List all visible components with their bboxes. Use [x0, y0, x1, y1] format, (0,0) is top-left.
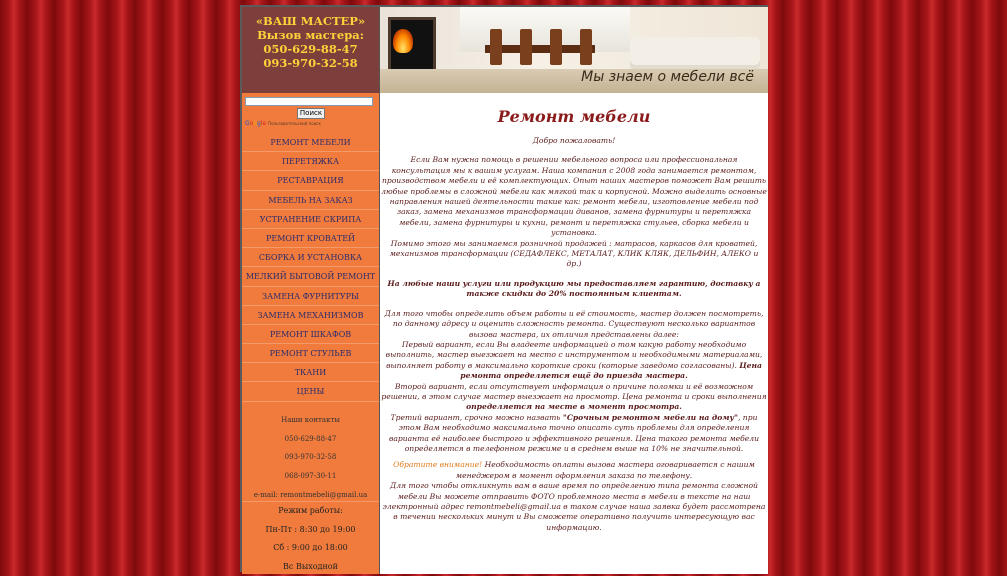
- attention-text: Необходимость оплаты вызова мастера оговаривается с нашим менеджером в момент оформления заказа по телефону.: [456, 460, 755, 479]
- menu-item-reupholstery[interactable]: ПЕРЕТЯЖКА: [242, 152, 379, 171]
- option-2-text: Второй вариант, если отсутствует информация о причине поломки и её возможном решении, в этом случае мастер выезжает на просмотр. Цена ремонта и сроки выполнения: [381, 382, 766, 401]
- option-3-highlight: "Срочным ремонтом мебели на дому": [563, 413, 738, 422]
- menu-item-fabrics[interactable]: ТКАНИ: [242, 363, 379, 382]
- call-options-paragraph: Для того чтобы определить объем работы и её стоимость, мастер должен посмотреть, по данному адресу и оценить сложность ремонта. Существуют несколько вариантов вызова мастера, их отличия представлены далее:: [381, 309, 767, 340]
- search-button[interactable]: Поиск: [297, 108, 325, 119]
- welcome-text: Добро пожаловать!: [381, 136, 767, 146]
- call-master-label: Вызов мастера:: [242, 28, 379, 42]
- menu-item-wardrobe-repair[interactable]: РЕМОНТ ШКАФОВ: [242, 325, 379, 344]
- page-container: [240, 5, 768, 572]
- menu-item-assembly[interactable]: СБОРКА И УСТАНОВКА: [242, 248, 379, 267]
- option-3-paragraph: [381, 413, 767, 455]
- header-phone-1[interactable]: 050-629-88-47: [242, 42, 379, 56]
- header-phone-2[interactable]: 093-970-32-58: [242, 56, 379, 70]
- search-box: [243, 96, 375, 124]
- option-3-text: Третий вариант, срочно можно назвать: [391, 413, 561, 422]
- option-2-price-note: определяется на месте в момент просмотра.: [466, 402, 682, 411]
- google-logo: Google Пользовательский поиск: [245, 120, 321, 127]
- banner-slogan: Мы знаем о мебели всё: [581, 69, 754, 85]
- attention-label: Обратите внимание!: [393, 460, 482, 469]
- page-title: Ремонт мебели: [381, 107, 767, 126]
- chair-graphic: [580, 29, 592, 65]
- header-banner-image: [379, 7, 768, 93]
- schedule-sunday: Вс Выходной: [242, 558, 379, 576]
- menu-item-chair-repair[interactable]: РЕМОНТ СТУЛЬЕВ: [242, 344, 379, 363]
- menu-item-hardware-replacement[interactable]: ЗАМЕНА ФУРНИТУРЫ: [242, 287, 379, 306]
- contact-phone-3[interactable]: 068-097-30-11: [242, 467, 379, 486]
- company-name: «ВАШ МАСТЕР»: [242, 14, 379, 28]
- menu-item-furniture-repair[interactable]: РЕМОНТ МЕБЕЛИ: [242, 133, 379, 152]
- menu-item-restoration[interactable]: РЕСТАВРАЦИЯ: [242, 171, 379, 190]
- option-1-text: Первый вариант, если Вы владеете информацией о том какую работу необходимо выполнить, мастер выезжает на место с инструментом и необходимыми материалами, выполняет работу в максимально короткие сроки (которые заведомо согласованы).: [386, 340, 763, 370]
- google-note: Пользовательский поиск: [268, 121, 321, 126]
- photo-paragraph: Для того чтобы откликнуть вам в ваше время по определению типа ремонта сложной мебели Вы можете отправить ФОТО проблемного места в мебели в тексте на наш электронный адрес remontmebeli@gmail.ua в таком случае наша заявка будет рассмотрена в течении нескольких минут и Вы сможете оперативно получить интересующую вас информацию.: [381, 481, 767, 533]
- menu-item-prices[interactable]: ЦЕНЫ: [242, 382, 379, 401]
- intro-paragraph: Если Вам нужна помощь в решении мебельного вопроса или профессиональная консультация мы к вашим услугам. Наша компания с 2008 года занимается ремонтом, производством мебели и её комплектующих. Опыт наших мастеров поможет Вам решить любые проблемы в сложной мебели как мягкой так и корпусной. Можно выделить основные направления нашей деятельности такие как: ремонт мебели, изготовление мебели под заказ, замена механизмов трансформации диванов, замена фурнитуры и перетяжка мебели, замена фурнитуры и кухни, ремонт и перетяжка стульев, сборка мебели и установка.: [381, 155, 767, 238]
- contacts-block: [242, 411, 379, 504]
- guarantee-paragraph: На любые наши услуги или продукцию мы предоставляем гарантию, доставку а также скидки до 20% постоянным клиентам.: [381, 279, 767, 300]
- option-3-rest: , при этом Вам необходимо максимально точно описать суть проблемы для определения варианта её наиболее быстрого и эффективного решения. Цена такого ремонта мебели определяется в телефонном режиме и в среднем выше на 10% не значительной.: [389, 413, 759, 453]
- contact-phone-2[interactable]: 093-970-32-58: [242, 448, 379, 467]
- search-input[interactable]: [245, 97, 373, 106]
- option-2-paragraph: [381, 382, 767, 413]
- fire-graphic: [393, 29, 413, 53]
- option-1-paragraph: [381, 340, 767, 382]
- header-contact-block: [242, 7, 379, 93]
- contact-email[interactable]: e-mail: remontmebeli@gmail.ua: [242, 486, 379, 505]
- menu-item-squeak-removal[interactable]: УСТРАНЕНИЕ СКРИПА: [242, 210, 379, 229]
- menu-item-custom-furniture[interactable]: МЕБЕЛЬ НА ЗАКАЗ: [242, 191, 379, 210]
- sidebar-menu: [242, 133, 379, 402]
- contact-phone-1[interactable]: 050-629-88-47: [242, 430, 379, 449]
- schedule-block: [242, 501, 379, 576]
- contacts-title: Наши контакты: [242, 411, 379, 430]
- sales-paragraph: Помимо этого мы занимаемся розничной продажей : матрасов, каркасов для кроватей, механизмов трансформации (СЕДАФЛЕКС, МЕТАЛАТ, КЛИК КЛЯК, ДЕЛЬФИН, АЛЕКО и др.): [381, 239, 767, 270]
- schedule-saturday: Сб : 9:00 до 18:00: [242, 539, 379, 558]
- chair-graphic: [550, 29, 562, 65]
- menu-item-bed-repair[interactable]: РЕМОНТ КРОВАТЕЙ: [242, 229, 379, 248]
- menu-item-mechanism-replacement[interactable]: ЗАМЕНА МЕХАНИЗМОВ: [242, 306, 379, 325]
- main-content: [379, 93, 768, 574]
- menu-item-household-repair[interactable]: МЕЛКИЙ БЫТОВОЙ РЕМОНТ: [242, 267, 379, 286]
- left-sidebar: [242, 93, 379, 574]
- chair-graphic: [520, 29, 532, 65]
- schedule-weekdays: Пн-Пт : 8:30 до 19:00: [242, 521, 379, 540]
- option-1-price-note: Цена ремонта определяется ещё до приезда мастера.: [460, 361, 762, 380]
- chair-graphic: [490, 29, 502, 65]
- sofa-graphic: [630, 37, 760, 71]
- attention-paragraph: [381, 460, 767, 481]
- schedule-title: Режим работы:: [242, 502, 379, 521]
